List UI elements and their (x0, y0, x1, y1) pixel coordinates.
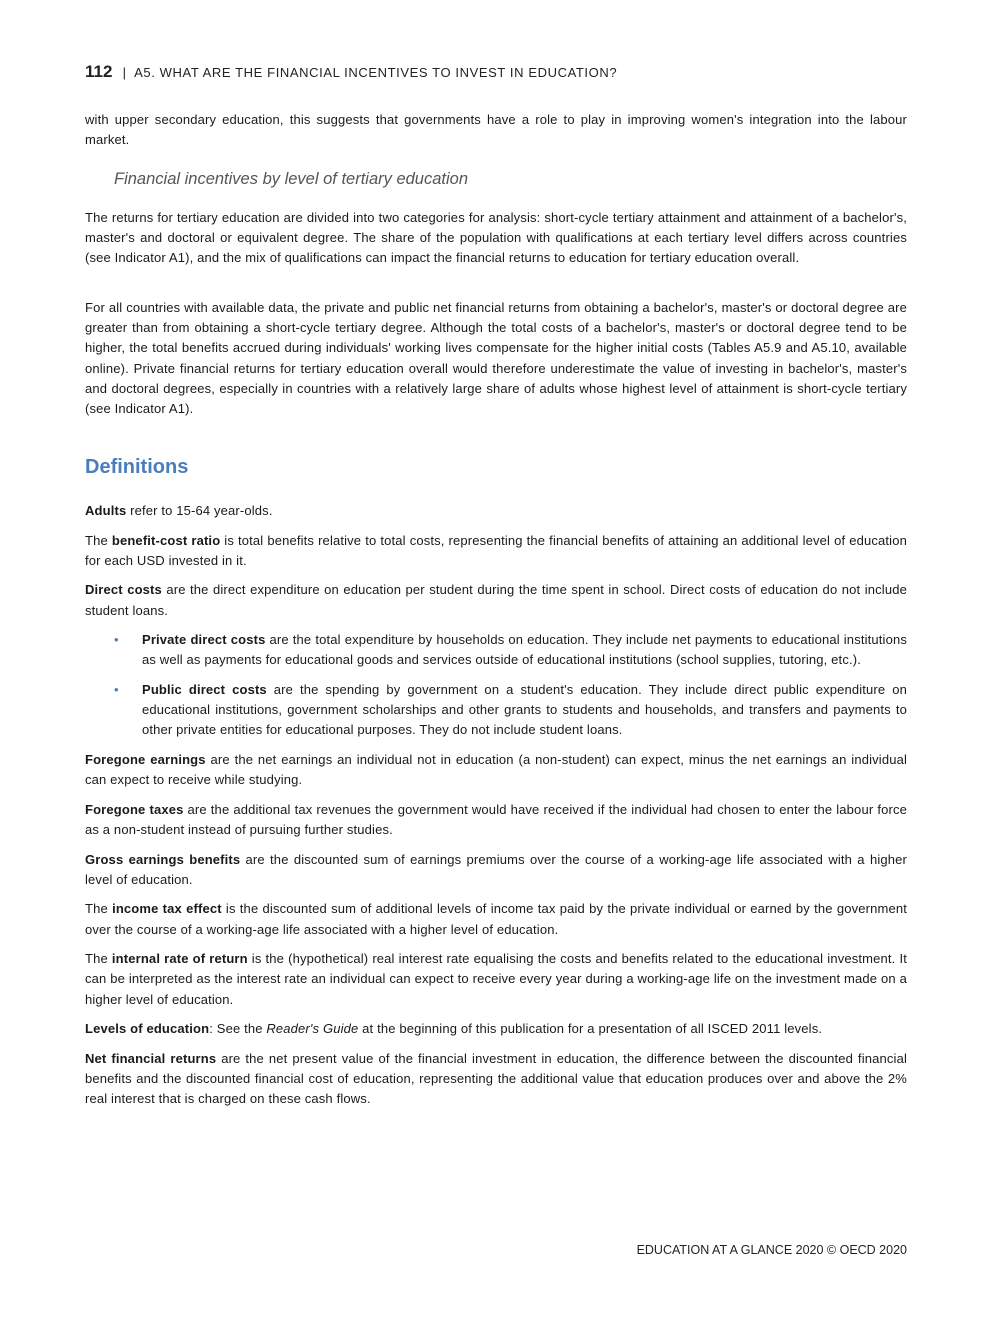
definition-direct-costs (85, 580, 907, 620)
definition-adults (85, 501, 907, 521)
term: Levels of education (85, 1021, 210, 1037)
bullet-icon: • (114, 681, 119, 697)
definitions-list (85, 501, 907, 1119)
definition-text: is the (hypothetical) real interest rate equalising the costs and benefits related to the educational investment. It can be interpreted as the interest rate an individual can expect to receive every year during a working-age life on the investment made on a higher level of education. (85, 951, 907, 1007)
page-footer: EDUCATION AT A GLANCE 2020 © OECD 2020 (636, 1243, 907, 1257)
definition-benefit-cost-ratio (85, 531, 907, 571)
term: Public direct costs (142, 681, 267, 697)
definition-text: are the direct expenditure on education per student during the time spent in school. Direct costs of education do not include student loans. (85, 582, 907, 618)
definition-prefix: The (85, 532, 112, 548)
term: benefit-cost ratio (111, 532, 221, 548)
definition-internal-rate-of-return (85, 949, 907, 1010)
bullet-icon: • (114, 632, 119, 648)
intro-paragraph: with upper secondary education, this suggests that governments have a role to play in improving women's integration into the labour market. (85, 112, 907, 148)
direct-costs-bullets (85, 630, 907, 740)
definition-text: are the discounted sum of earnings premiums over the course of a working-age life associated with a higher level of education. (85, 851, 907, 887)
definition-prefix: The (85, 951, 112, 967)
definition-text: is total benefits relative to total costs, representing the financial benefits of attaining an additional level of education for each USD invested in it. (85, 532, 907, 568)
definition-text: refer to 15-64 year-olds. (126, 503, 273, 518)
definition-foregone-taxes (85, 800, 907, 840)
tertiary-paragraph-1: The returns for tertiary education are divided into two categories for analysis: short-cycle tertiary attainment and attainment of a bachelor's, master's and doctoral or equivalent degree. The share of the population with qualifications at each tertiary level differs across countries (see Indicator A1), and the mix of qualifications can impact the financial returns to education for tertiary education overall. (85, 210, 907, 266)
definition-text: at the beginning of this publication for a presentation of all ISCED 2011 levels. (358, 1021, 823, 1037)
term: internal rate of return (111, 951, 248, 967)
tertiary-paragraph-2: For all countries with available data, the private and public net financial returns from obtaining a bachelor's, master's or doctoral degree are greater than from obtaining a short-cycle tertiary degree. Although the total costs of a bachelor's, master's or doctoral degree tend to be higher, the total benefits accrued during individuals' working lives compensate for the higher initial costs (Tables A5.9 and A5.10, available online). Private financial returns for tertiary education overall would therefore underestimate the value of investing in bachelor's, master's and doctoral degrees, especially in countries with a relatively large share of adults whose highest level of attainment is short-cycle tertiary (see Indicator A1). (85, 300, 907, 417)
chapter-title: A5. WHAT ARE THE FINANCIAL INCENTIVES TO INVEST IN EDUCATION? (134, 65, 618, 80)
definition-income-tax-effect (85, 899, 907, 939)
definition-prefix: The (85, 901, 113, 917)
term: Foregone earnings (85, 751, 206, 767)
definition-text: are the total expenditure by households on education. They include net payments to educational institutions as well as payments for educational goods and services outside of educational institutions (school supplies, tutoring, etc.). (142, 632, 907, 668)
definition-levels-of-education (85, 1019, 907, 1039)
definition-text: : See the (209, 1021, 267, 1037)
definition-foregone-earnings (85, 750, 907, 790)
definitions-heading: Definitions (85, 456, 189, 478)
term: Adults (85, 503, 127, 518)
definition-gross-earnings-benefits (85, 850, 907, 890)
definition-net-financial-returns (85, 1049, 907, 1110)
list-item (85, 680, 907, 741)
header-separator: | (122, 65, 127, 80)
definition-text: are the net earnings an individual not in education (a non-student) can expect, minus the net earnings an individual can expect to receive while studying. (85, 751, 908, 788)
definition-text: is the discounted sum of additional levels of income tax paid by the private individual or earned by the government over the course of a working-age life associated with a higher level of education. (85, 901, 907, 937)
term: Direct costs (85, 582, 162, 598)
readers-guide-reference: Reader's Guide (266, 1021, 359, 1037)
term: Net financial returns (85, 1050, 217, 1066)
definition-text: are the additional tax revenues the government would have received if the individual had chosen to enter the labour force as a non-student instead of pursuing further studies. (85, 801, 907, 837)
term: Private direct costs (142, 632, 266, 648)
definition-text: are the net present value of the financial investment in education, the difference between the discounted financial benefits and the discounted financial cost of education, representing the additional value that education produces over and above the 2% real interest that is charged on these cash flows. (85, 1050, 907, 1107)
list-item (85, 630, 907, 670)
section-subheading: Financial incentives by level of tertiary education (114, 170, 469, 188)
running-header (85, 62, 617, 82)
term: Gross earnings benefits (85, 851, 241, 867)
term: Foregone taxes (85, 801, 184, 817)
term: income tax effect (112, 901, 222, 917)
definition-text: are the spending by government on a student's education. They include direct public expenditure on educational institutions, government scholarships and other grants to students and households, and transfers and payments to other private entities for educational purposes. They do not include student loans. (142, 681, 907, 738)
page-number: 112 (85, 62, 113, 81)
